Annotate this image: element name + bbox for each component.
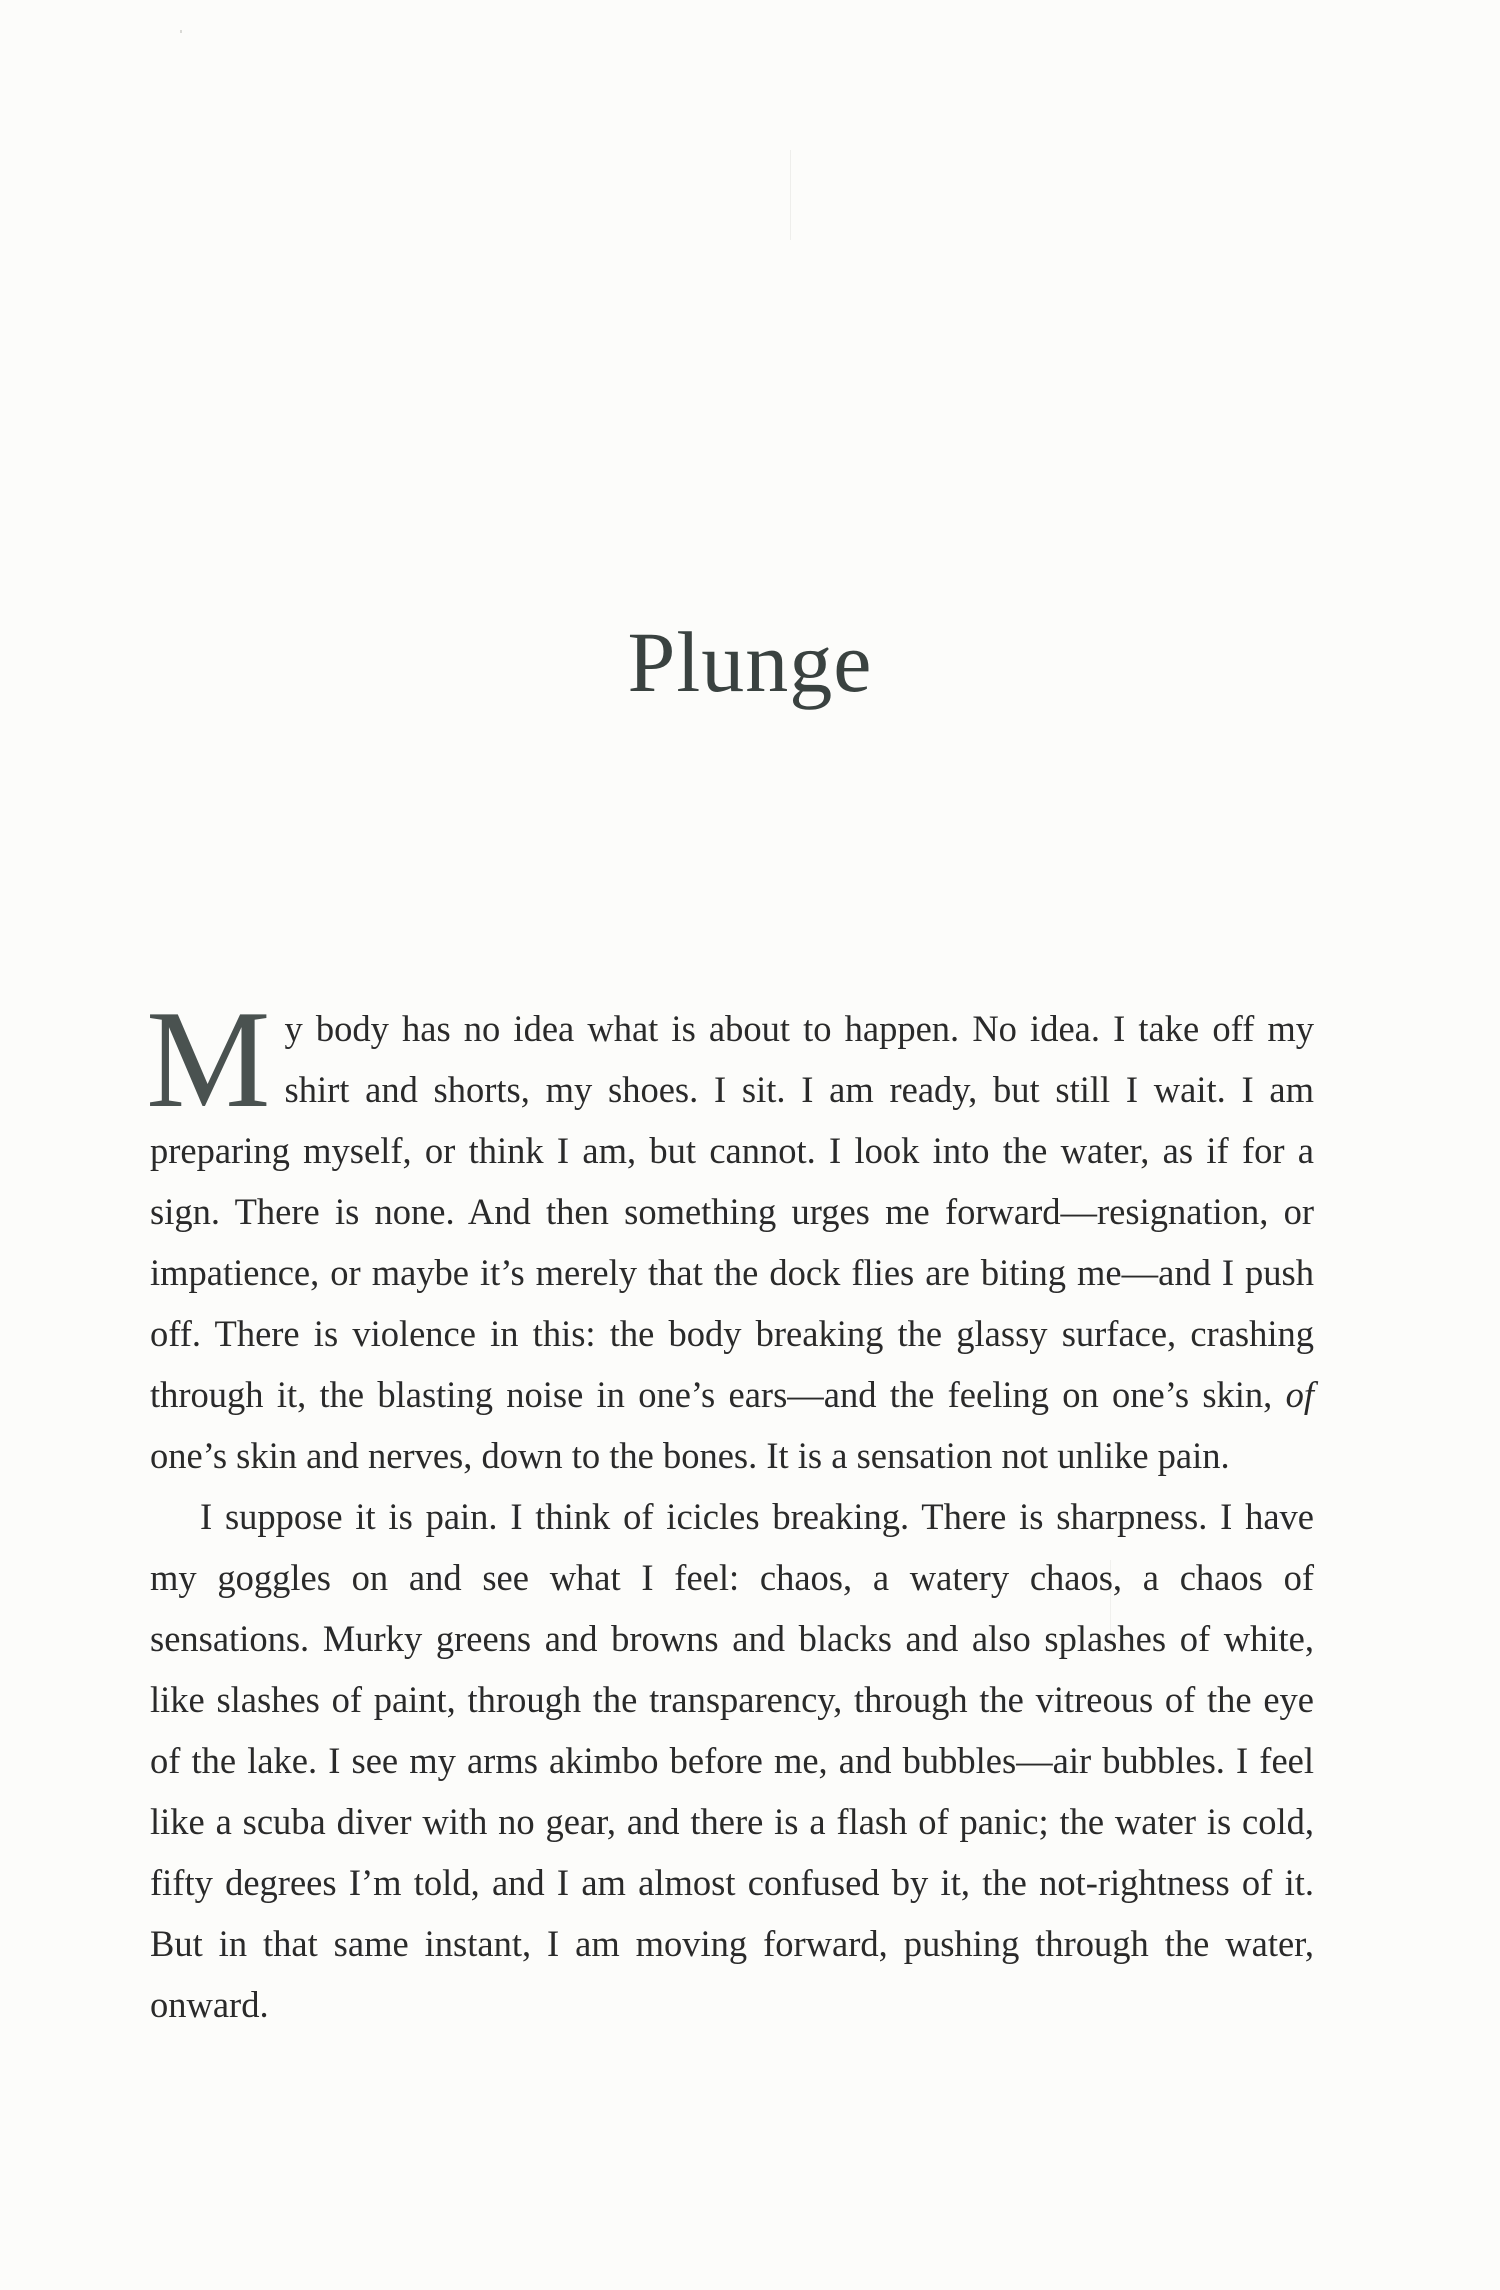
- paragraph-1-end: one’s skin and nerves, down to the bones. It is a sensation not unlike pain.: [150, 1435, 1230, 1476]
- paragraph-2: I suppose it is pain. I think of icicles breaking. There is sharpness. I have my goggles on and see what I feel: chaos, a watery chaos, a chaos of sensations. Murky greens and browns and blacks and also splashes of white, like slashes of paint, through the transparency, through the vitreous of the eye of the lake. I see my arms akimbo before me, and bubbles—air bubbles. I feel like a scuba diver with no gear, and there is a flash of panic; the water is cold, fifty degrees I’m told, and I am almost confused by it, the not-rightness of it. But in that same instant, I am moving forward, pushing through the water, onward.: [150, 1496, 1314, 2025]
- chapter-title: Plunge: [627, 614, 873, 710]
- paragraph-1-text: y body has no idea what is about to happen. No idea. I take off my shirt and shorts, my shoes. I sit. I am ready, but still I wait. I am preparing myself, or think I am, but cannot. I look into the water, as if for a sign. There is none. And then something urges me forward—resignation, or impatience, or maybe it’s merely that the dock flies are biting me—and I push off. There is violence in this: the body breaking the glassy surface, crashing through it, the blasting noise in one’s ears—and the feeling on one’s skin,: [150, 1008, 1314, 1415]
- paragraph-1: [146, 982, 1314, 1486]
- chapter-body: [146, 982, 1314, 2035]
- drop-cap: M: [146, 982, 271, 1137]
- paragraph-1-italic: of: [1285, 1374, 1314, 1415]
- scan-speck: [790, 150, 791, 240]
- scan-speck: [180, 30, 182, 33]
